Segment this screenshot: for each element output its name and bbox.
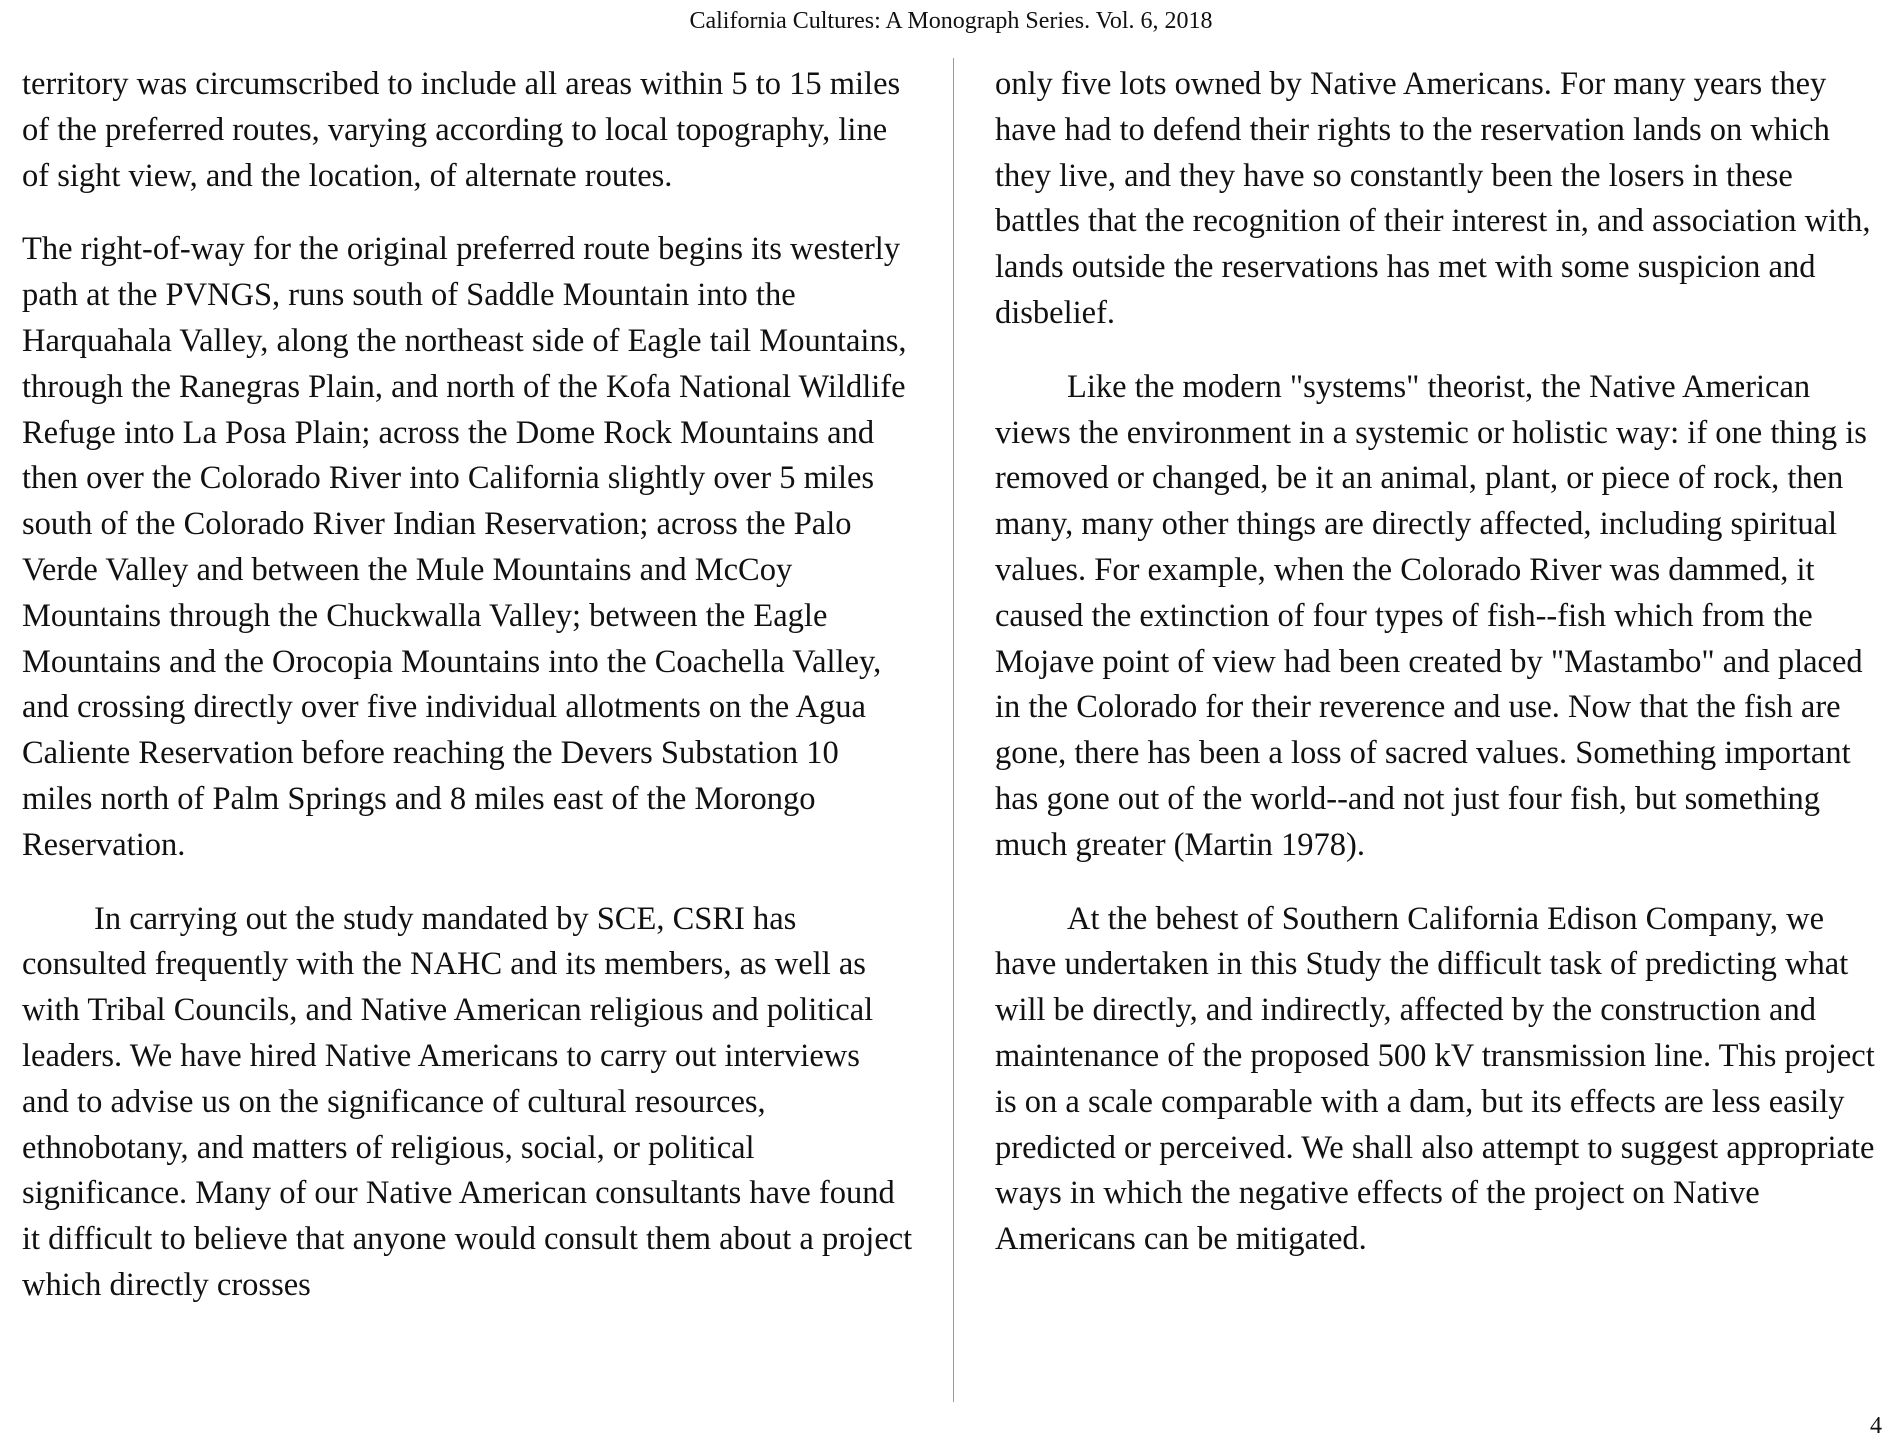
- left-paragraph-1: territory was circumscribed to include all areas within 5 to 15 miles of the preferred routes, varying according to local topography, line of sight view, and the location, of alternate routes.: [22, 66, 901, 194]
- right-column: [995, 62, 1883, 1291]
- column-divider: [953, 58, 954, 1402]
- page-number: 4: [1870, 1413, 1882, 1439]
- right-paragraph-1: only five lots owned by Native Americans. For many years they have had to defend their rights to the reservation lands on which they live, and they have so constantly been the losers in these battles that the recognition of their interest in, and association with, lands outside the reservations has met with some suspicion and disbelief.: [995, 66, 1871, 331]
- left-paragraph-3: In carrying out the study mandated by SCE, CSRI has consulted frequently with the NAHC and its members, as well as with Tribal Councils, and Native American religious and political leaders. We have hired Native Americans to carry out interviews and to advise us on the significance of cultural resources, ethnobotany, and matters of religious, social, or political significance. Many of our Native American consultants have found it difficult to believe that anyone would consult them about a project which directly crosses: [22, 900, 913, 1303]
- right-paragraph-2: Like the modern "systems" theorist, the Native American views the environment in a systemic or holistic way: if one thing is removed or changed, be it an animal, plant, or piece of rock, then many, many other things are directly affected, including spiritual values. For example, when the Colorado River was dammed, it caused the extinction of four types of fish--fish which from the Mojave point of view had been created by "Mastambo" and placed in the Colorado for their reverence and use. Now that the fish are gone, there has been a loss of sacred values. Something important has gone out of the world--and not just four fish, but something much greater (Martin 1978).: [995, 368, 1867, 863]
- left-paragraph-2: The right-of-way for the original preferred route begins its westerly path at the PVNGS, runs south of Saddle Mountain into the Harquahala Valley, along the northeast side of Eagle tail Mountains, through the Ranegras Plain, and north of the Kofa National Wildlife Refuge into La Posa Plain; across the Dome Rock Mountains and then over the Colorado River into California slightly over 5 miles south of the Colorado River Indian Reservation; across the Palo Verde Valley and between the Mule Mountains and McCoy Mountains through the Chuckwalla Valley; between the Eagle Mountains and the Orocopia Mountains into the Coachella Valley, and crossing directly over five individual allotments on the Agua Caliente Reservation before reaching the Devers Substation 10 miles north of Palm Springs and 8 miles east of the Morongo Reservation.: [22, 231, 907, 863]
- running-header: California Cultures: A Monograph Series. Vol. 6, 2018: [689, 8, 1213, 34]
- left-column: [22, 62, 914, 1337]
- right-paragraph-3: At the behest of Southern California Edison Company, we have undertaken in this Study the difficult task of predicting what will be directly, and indirectly, affected by the construction and maintenance of the proposed 500 kV transmission line. This project is on a scale comparable with a dam, but its effects are less easily predicted or perceived. We shall also attempt to suggest appropriate ways in which the negative effects of the project on Native Americans can be mitigated.: [995, 900, 1875, 1258]
